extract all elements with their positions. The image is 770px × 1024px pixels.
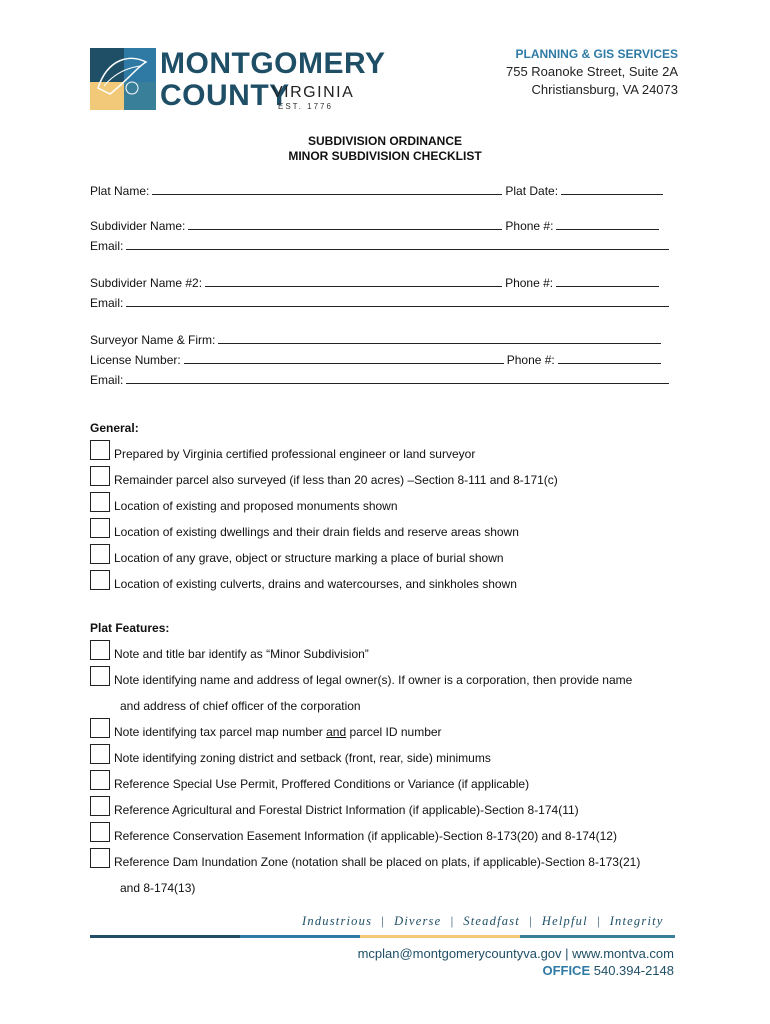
email-label: Email:	[90, 296, 124, 310]
checklist-item-continuation: and address of chief officer of the corporation	[120, 699, 361, 713]
surveyor-label: Surveyor Name & Firm:	[90, 333, 216, 347]
email-row	[90, 373, 672, 387]
county-logo	[90, 48, 156, 110]
checklist-item: Note identifying name and address of legal owner(s). If owner is a corporation, then provide name	[114, 673, 633, 687]
email-field[interactable]	[126, 373, 669, 384]
footer-divider	[90, 935, 675, 938]
office-phone: 540.394-2148	[593, 963, 674, 978]
license-field[interactable]	[184, 353, 504, 364]
phone-field[interactable]	[556, 219, 659, 230]
checklist-item-continuation: and 8-174(13)	[120, 881, 196, 895]
license-row	[90, 353, 664, 367]
checklist-item: Location of existing dwellings and their drain fields and reserve areas shown	[114, 525, 519, 539]
license-label: License Number:	[90, 353, 181, 367]
checkbox[interactable]	[90, 822, 110, 842]
county-motto: Industrious | Diverse | Steadfast | Helpful | Integrity	[302, 914, 664, 928]
office-label: OFFICE	[542, 963, 591, 978]
email-field[interactable]	[126, 296, 669, 307]
email-row	[90, 296, 672, 310]
email-label: Email:	[90, 373, 124, 387]
checklist-item: Location of any grave, object or structure marking a place of burial shown	[114, 551, 504, 565]
checkbox[interactable]	[90, 544, 110, 564]
checkbox[interactable]	[90, 640, 110, 660]
phone-label: Phone #:	[506, 353, 555, 367]
checklist-item: Reference Dam Inundation Zone (notation shall be placed on plats, if applicable)-Section 8-173(21)	[114, 855, 641, 869]
brand-name-line1: MONTGOMERY	[160, 47, 386, 80]
address-line2: Christiansburg, VA 24073	[531, 82, 678, 97]
checklist-item: Note and title bar identify as “Minor Subdivision”	[114, 647, 369, 661]
checkbox[interactable]	[90, 492, 110, 512]
phone-field[interactable]	[558, 353, 661, 364]
email-field[interactable]	[126, 239, 669, 250]
underlined-and: and	[326, 725, 347, 739]
general-heading: General:	[90, 421, 139, 435]
brand-state: VIRGINIA	[272, 84, 355, 101]
subdivider-name-2-field[interactable]	[205, 276, 502, 287]
checkbox[interactable]	[90, 570, 110, 590]
plat-features-heading: Plat Features:	[90, 621, 170, 635]
phone-field[interactable]	[556, 276, 659, 287]
checklist-item-text: parcel ID number	[349, 725, 442, 739]
checkbox[interactable]	[90, 770, 110, 790]
checkbox[interactable]	[90, 466, 110, 486]
surveyor-row	[90, 333, 664, 347]
subdivider-name-2-row	[90, 276, 662, 290]
phone-label: Phone #:	[505, 219, 554, 233]
checklist-item: Location of existing culverts, drains and watercourses, and sinkholes shown	[114, 577, 517, 591]
checklist-item: Note identifying zoning district and setback (front, rear, side) minimums	[114, 751, 491, 765]
checkbox[interactable]	[90, 440, 110, 460]
surveyor-field[interactable]	[218, 333, 661, 344]
office-name: PLANNING & GIS SERVICES	[515, 47, 678, 61]
document-subtitle: MINOR SUBDIVISION CHECKLIST	[288, 149, 482, 163]
checklist-item	[114, 725, 442, 739]
brand-established: EST. 1776	[278, 102, 333, 111]
checklist-item: Reference Conservation Easement Information (if applicable)-Section 8-173(20) and 8-174(12)	[114, 829, 617, 843]
plat-name-label: Plat Name:	[90, 184, 150, 198]
plat-date-label: Plat Date:	[505, 184, 559, 198]
checklist-item: Reference Special Use Permit, Proffered Conditions or Variance (if applicable)	[114, 777, 530, 791]
checkbox[interactable]	[90, 518, 110, 538]
checkbox[interactable]	[90, 848, 110, 868]
contact-phone	[542, 963, 674, 978]
email-row	[90, 239, 672, 253]
checklist-item: Location of existing and proposed monuments shown	[114, 499, 398, 513]
checkbox[interactable]	[90, 796, 110, 816]
address-line1: 755 Roanoke Street, Suite 2A	[505, 64, 678, 79]
checklist-item: Reference Agricultural and Forestal District Information (if applicable)-Section 8-174(11)	[114, 803, 579, 817]
checklist-item-text: Note identifying tax parcel map number	[114, 725, 323, 739]
subdivider-name-label: Subdivider Name:	[90, 219, 186, 233]
plat-name-field[interactable]	[152, 184, 502, 195]
contact-email-web: mcplan@montgomerycountyva.gov | www.montva.com	[357, 946, 674, 961]
checkbox[interactable]	[90, 718, 110, 738]
brand-name-line2: COUNTY	[160, 79, 290, 112]
phone-label: Phone #:	[505, 276, 554, 290]
email-label: Email:	[90, 239, 124, 253]
subdivider-name-row	[90, 219, 662, 233]
subdivider-name-2-label: Subdivider Name #2:	[90, 276, 203, 290]
checklist-item: Remainder parcel also surveyed (if less than 20 acres) –Section 8-111 and 8-171(c)	[114, 473, 558, 487]
checkbox[interactable]	[90, 744, 110, 764]
subdivider-name-field[interactable]	[188, 219, 502, 230]
plat-name-row	[90, 184, 666, 198]
checkbox[interactable]	[90, 666, 110, 686]
document-title: SUBDIVISION ORDINANCE	[307, 134, 462, 148]
plat-date-field[interactable]	[561, 184, 663, 195]
checklist-item: Prepared by Virginia certified professional engineer or land surveyor	[114, 447, 476, 461]
